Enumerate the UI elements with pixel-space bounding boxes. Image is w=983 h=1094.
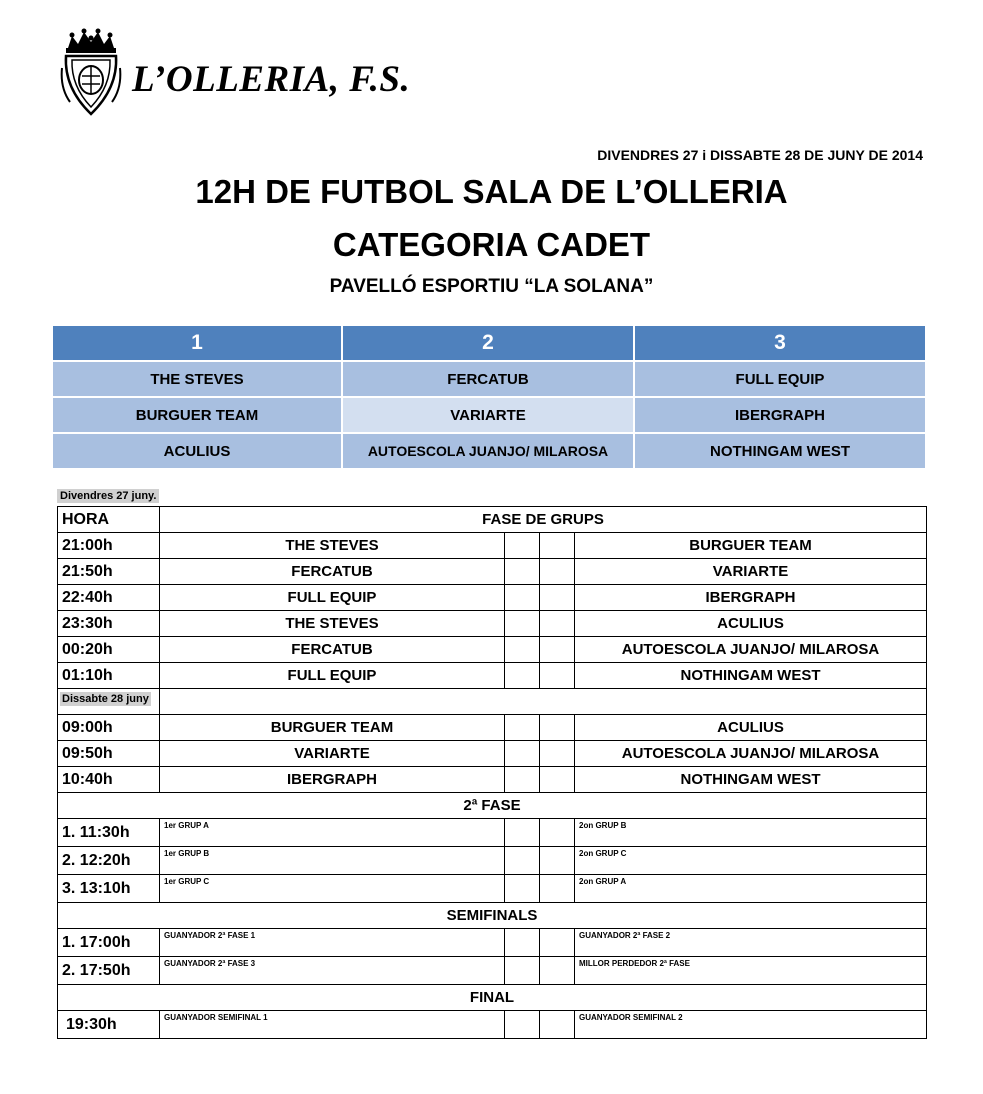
- day2-spacer: [160, 689, 927, 715]
- away-team: MILLOR PERDEDOR 2ª FASE: [575, 957, 927, 985]
- groups-table: [51, 324, 927, 470]
- event-date: DIVENDRES 27 i DISSABTE 28 DE JUNY DE 2014: [597, 147, 923, 163]
- page-title: 12H DE FUTBOL SALA DE L’OLLERIA: [195, 173, 788, 210]
- home-team: FULL EQUIP: [160, 585, 505, 611]
- away-team: NOTHINGAM WEST: [575, 663, 927, 689]
- away-team: 2on GRUP A: [575, 875, 927, 903]
- group-team: NOTHINGAM WEST: [634, 433, 926, 469]
- away-team: GUANYADOR 2ª FASE 2: [575, 929, 927, 957]
- table-row: [58, 875, 927, 903]
- home-team: THE STEVES: [160, 533, 505, 559]
- home-score: [505, 875, 540, 903]
- home-score: [505, 559, 540, 585]
- home-score: [505, 611, 540, 637]
- home-team: 1er GRUP C: [160, 875, 505, 903]
- away-team: BURGUER TEAM: [575, 533, 927, 559]
- home-score: [505, 847, 540, 875]
- home-score: [505, 957, 540, 985]
- home-score: [505, 819, 540, 847]
- match-time: 21:50h: [58, 559, 160, 585]
- town-crest-icon: [60, 28, 122, 118]
- away-score: [540, 741, 575, 767]
- group-phase-header: FASE DE GRUPS: [160, 507, 927, 533]
- table-row: [58, 559, 927, 585]
- table-row: [58, 767, 927, 793]
- home-team: FERCATUB: [160, 559, 505, 585]
- away-score: [540, 847, 575, 875]
- home-score: [505, 715, 540, 741]
- away-score: [540, 957, 575, 985]
- home-score: [505, 1011, 540, 1039]
- home-score: [505, 741, 540, 767]
- groups-row: [52, 361, 926, 397]
- semifinals-header: SEMIFINALS: [58, 903, 927, 929]
- section-row: [58, 793, 927, 819]
- table-row: [58, 715, 927, 741]
- table-row: [58, 819, 927, 847]
- match-time: 09:00h: [58, 715, 160, 741]
- table-row: [58, 637, 927, 663]
- table-row: [58, 585, 927, 611]
- day2-cell: [58, 689, 160, 715]
- match-time: 2. 17:50h: [58, 957, 160, 985]
- home-team: FERCATUB: [160, 637, 505, 663]
- match-time: 3. 13:10h: [58, 875, 160, 903]
- day1-label: Divendres 27 juny.: [57, 489, 159, 503]
- away-team: AUTOESCOLA JUANJO/ MILAROSA: [575, 637, 927, 663]
- group-header-3: 3: [634, 325, 926, 361]
- match-time: 01:10h: [58, 663, 160, 689]
- home-team: 1er GRUP A: [160, 819, 505, 847]
- match-time: 1. 17:00h: [58, 929, 160, 957]
- away-team: IBERGRAPH: [575, 585, 927, 611]
- group-header-2: 2: [342, 325, 634, 361]
- group-team: THE STEVES: [52, 361, 342, 397]
- home-team: GUANYADOR SEMIFINAL 1: [160, 1011, 505, 1039]
- group-team: IBERGRAPH: [634, 397, 926, 433]
- table-row: [58, 929, 927, 957]
- match-time: 09:50h: [58, 741, 160, 767]
- group-team: VARIARTE: [342, 397, 634, 433]
- home-score: [505, 767, 540, 793]
- away-score: [540, 1011, 575, 1039]
- away-score: [540, 663, 575, 689]
- away-team: GUANYADOR SEMIFINAL 2: [575, 1011, 927, 1039]
- groups-row: [52, 397, 926, 433]
- away-team: 2on GRUP B: [575, 819, 927, 847]
- home-team: FULL EQUIP: [160, 663, 505, 689]
- home-score: [505, 585, 540, 611]
- away-score: [540, 929, 575, 957]
- away-score: [540, 767, 575, 793]
- home-score: [505, 637, 540, 663]
- home-team: GUANYADOR 2ª FASE 1: [160, 929, 505, 957]
- final-header: FINAL: [58, 985, 927, 1011]
- away-score: [540, 637, 575, 663]
- table-row: [58, 1011, 927, 1039]
- schedule-header-row: [58, 507, 927, 533]
- club-name: L’OLLERIA, F.S.: [132, 59, 411, 100]
- groups-row: [52, 433, 926, 469]
- day2-label: Dissabte 28 juny: [62, 693, 149, 705]
- away-team: AUTOESCOLA JUANJO/ MILAROSA: [575, 741, 927, 767]
- home-team: BURGUER TEAM: [160, 715, 505, 741]
- away-team: ACULIUS: [575, 715, 927, 741]
- match-time: 10:40h: [58, 767, 160, 793]
- away-team: VARIARTE: [575, 559, 927, 585]
- group-team: ACULIUS: [52, 433, 342, 469]
- groups-header-row: [52, 325, 926, 361]
- match-time: 19:30h: [58, 1011, 160, 1039]
- match-time: 23:30h: [58, 611, 160, 637]
- section-row: [58, 985, 927, 1011]
- hora-header: HORA: [58, 507, 160, 533]
- match-time: 2. 12:20h: [58, 847, 160, 875]
- match-time: 00:20h: [58, 637, 160, 663]
- group-team: AUTOESCOLA JUANJO/ MILAROSA: [342, 433, 634, 469]
- venue-title: PAVELLÓ ESPORTIU “LA SOLANA”: [329, 276, 654, 297]
- match-time: 1. 11:30h: [58, 819, 160, 847]
- away-score: [540, 559, 575, 585]
- home-team: GUANYADOR 2ª FASE 3: [160, 957, 505, 985]
- home-team: 1er GRUP B: [160, 847, 505, 875]
- table-row: [58, 741, 927, 767]
- away-team: NOTHINGAM WEST: [575, 767, 927, 793]
- section-row: [58, 903, 927, 929]
- away-score: [540, 819, 575, 847]
- away-score: [540, 611, 575, 637]
- away-score: [540, 875, 575, 903]
- group-team: FERCATUB: [342, 361, 634, 397]
- group-team: BURGUER TEAM: [52, 397, 342, 433]
- group-team: FULL EQUIP: [634, 361, 926, 397]
- away-score: [540, 585, 575, 611]
- home-score: [505, 663, 540, 689]
- schedule-table: [57, 506, 927, 1039]
- second-phase-header: 2ª FASE: [58, 793, 927, 819]
- category-title: CATEGORIA CADET: [332, 226, 651, 263]
- away-score: [540, 715, 575, 741]
- table-row: [58, 611, 927, 637]
- match-time: 21:00h: [58, 533, 160, 559]
- away-team: 2on GRUP C: [575, 847, 927, 875]
- home-team: VARIARTE: [160, 741, 505, 767]
- home-score: [505, 929, 540, 957]
- table-row: [58, 847, 927, 875]
- table-row: [58, 957, 927, 985]
- home-team: THE STEVES: [160, 611, 505, 637]
- table-row: [58, 663, 927, 689]
- match-time: 22:40h: [58, 585, 160, 611]
- table-row: [58, 533, 927, 559]
- away-score: [540, 533, 575, 559]
- home-score: [505, 533, 540, 559]
- away-team: ACULIUS: [575, 611, 927, 637]
- day2-row: [58, 689, 927, 715]
- group-header-1: 1: [52, 325, 342, 361]
- home-team: IBERGRAPH: [160, 767, 505, 793]
